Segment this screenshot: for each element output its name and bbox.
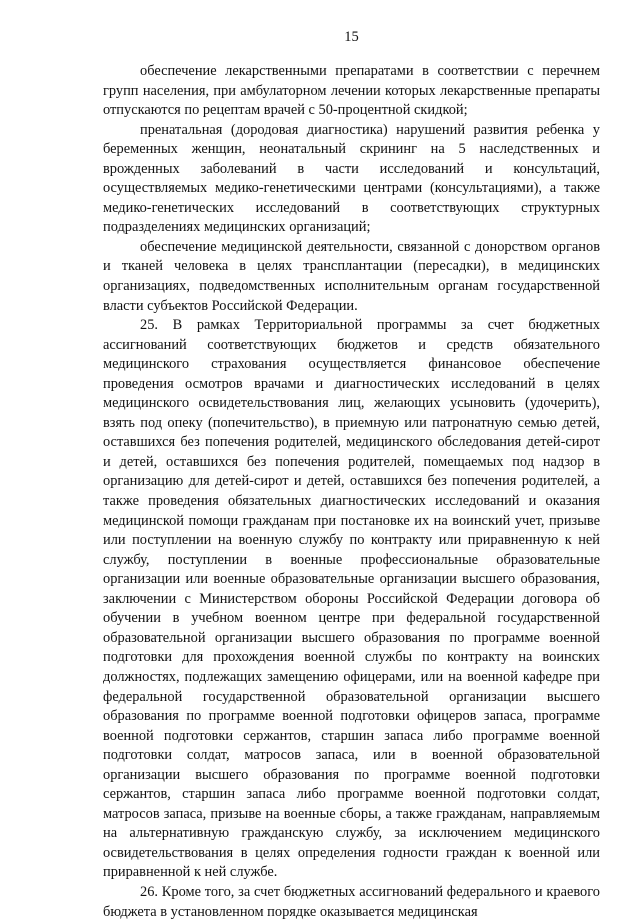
paragraph-organ-donation: обеспечение медицинской деятельности, связанной с донорством органов и тканей человека в целях трансплантации (пересадки), в медицинских организациях, подведомственных исполнительным органам государственной власти субъектов Российской Федерации. <box>103 238 600 314</box>
paragraph-item-26: 26. Кроме того, за счет бюджетных ассигнований федерального и краевого бюджета в установленном порядке оказывается медицинская <box>103 883 600 920</box>
paragraph-drug-provision: обеспечение лекарственными препаратами в соответствии с перечнем групп населения, при амбулаторном лечении которых лекарственные препараты отпускаются по рецептам врачей с 50-процентной скидкой; <box>103 63 600 119</box>
document-body <box>103 62 600 922</box>
paragraph-item-25: 25. В рамках Территориальной программы за счет бюджетных ассигнований соответствующих бюджетов и средств обязательного медицинского страхования осуществляется финансовое обеспечение проведения осмотров врачами и диагностических исследований в целях медицинского освидетельствования лиц, желающих усыновить (удочерить), взять под опеку (попечительство), в приемную или патронатную семью детей, оставшихся без попечения родителей, медицинского обследования детей-сирот и детей, оставшихся без попечения родителей, помещаемых под надзор в организацию для детей-сирот и детей, оставшихся без попечения родителей, а также проведения обязательных диагностических исследований и оказания медицинской помощи гражданам при постановке их на воинский учет, призыве или поступлении на военную службу по контракту или приравненную к ней службу, поступлении в военные профессиональные образовательные организации или военные образовательные организации высшего образования, заключении с Министерством обороны Российской Федерации договора об обучении в учебном военном центре при федеральной государственной образовательной организации высшего образования по программе военной подготовки для прохождения военной службы по контракту на воинских должностях, подлежащих замещению офицерами, или на военной кафедре при федеральной государственной образовательной организации высшего образования по программе военной подготовки офицеров запаса, программе военной подготовки сержантов, старшин запаса либо программе военной подготовки солдат, матросов запаса, или в военной образовательной организации высшего образования по программе военной подготовки сержантов, старшин запаса либо программе военной подготовки солдат, матросов запаса, призыве на военные сборы, а также гражданам, направляемым на альтернативную гражданскую службу, за исключением медицинского освидетельствования в целях определения годности граждан к военной или приравненной к ней службе. <box>103 317 600 881</box>
paragraph-prenatal-diagnostics: пренатальная (дородовая диагностика) нарушений развития ребенка у беременных женщин, неонатальный скрининг на 5 наследственных и врожденных заболеваний в части исследований и консультаций, осуществляемых медико-генетическими центрами (консультациями), а также медико-генетических исследований в соответствующих структурных подразделениях медицинских организаций; <box>103 121 600 236</box>
page-number: 15 <box>344 29 359 45</box>
